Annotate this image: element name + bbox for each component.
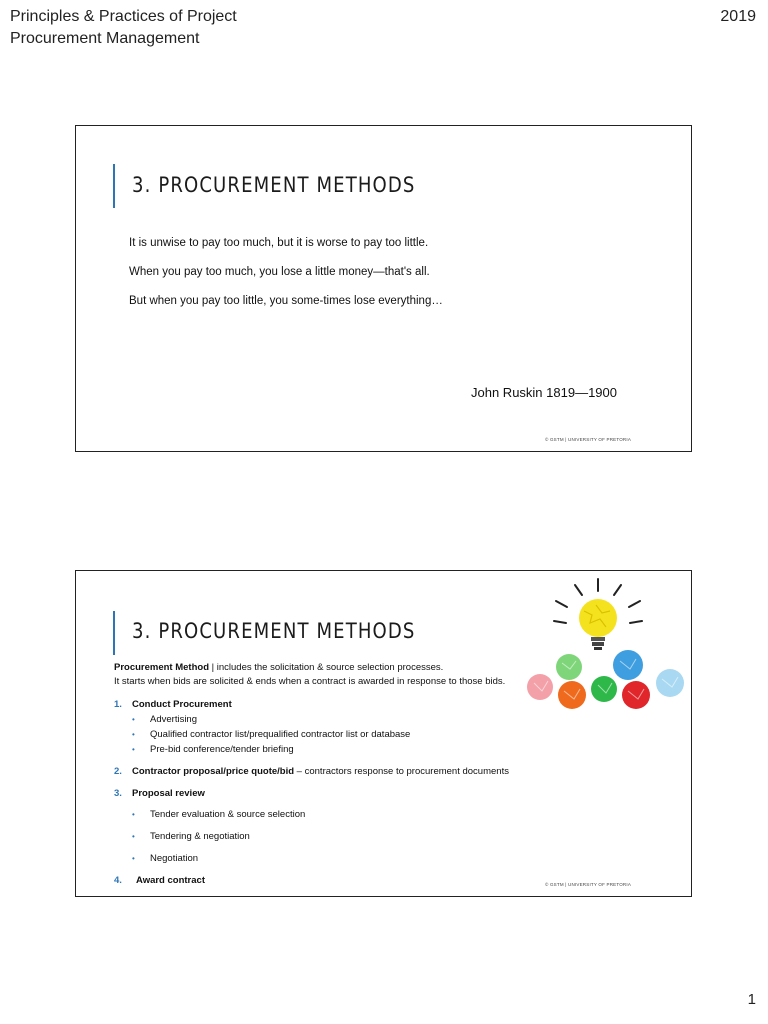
bullet-icon: • [132,832,135,841]
slide-title: 3. PROCUREMENT METHODS [132,173,416,197]
bullet-item [132,744,294,755]
item-number: 4. [114,875,122,886]
title-accent-bar [113,164,115,208]
item-heading: Contractor proposal/price quote/bid [132,766,295,777]
definition-line [114,662,443,673]
list-item [114,699,232,710]
item-number: 3. [114,788,122,799]
bullet-icon: • [132,730,135,739]
list-item [114,766,509,777]
bullet-item [132,714,197,725]
title-accent-bar [113,611,115,655]
bullet-item [132,853,198,864]
bullet-text: Advertising [150,714,197,725]
bullet-text: Tendering & negotiation [150,831,250,842]
copyright-note: © GSTM | UNIVERSITY OF PRETORIA [545,882,632,887]
definition-text: | includes the solicitation & source selection processes. [209,662,444,673]
bullet-item [132,831,250,842]
quote-line: When you pay too much, you lose a little money—that's all. [129,266,430,278]
definition-line-2: It starts when bids are solicited & ends when a contract is awarded in response to those bids. [114,676,506,687]
item-number: 2. [114,766,122,777]
bullet-text: Tender evaluation & source selection [150,809,306,820]
page-header-title [10,6,237,50]
list-item [114,875,205,886]
bullet-icon: • [132,854,135,863]
quote-line: It is unwise to pay too much, but it is worse to pay too little. [129,237,429,249]
item-heading: Proposal review [132,788,205,799]
page-number: 1 [747,991,756,1008]
slide-title: 3. PROCUREMENT METHODS [132,619,416,643]
header-title-line2: Procurement Management [10,30,200,47]
item-number: 1. [114,699,122,710]
bullet-text: Pre-bid conference/tender briefing [150,744,294,755]
header-title-line1: Principles & Practices of Project [10,8,237,25]
item-description: – contractors response to procurement documents [294,766,509,777]
slide-quote [75,125,692,452]
list-item [114,788,205,799]
bullet-icon: • [132,715,135,724]
quote-line: But when you pay too little, you some-times lose everything… [129,295,443,307]
quote-attribution: John Ruskin 1819—1900 [471,385,617,400]
page-header-year: 2019 [720,8,756,25]
bullet-text: Qualified contractor list/prequalified contractor list or database [150,729,411,740]
item-heading: Award contract [136,875,205,886]
lightbulb-illustration [520,571,692,711]
bullet-icon: • [132,745,135,754]
bullet-item [132,809,305,820]
item-heading: Conduct Procurement [132,699,232,710]
bullet-item [132,729,410,740]
bullet-text: Negotiation [150,853,199,864]
bullet-icon: • [132,810,135,819]
definition-term: Procurement Method [114,662,210,673]
copyright-note: © GSTM | UNIVERSITY OF PRETORIA [545,437,632,442]
slide-procurement-methods [75,570,692,897]
